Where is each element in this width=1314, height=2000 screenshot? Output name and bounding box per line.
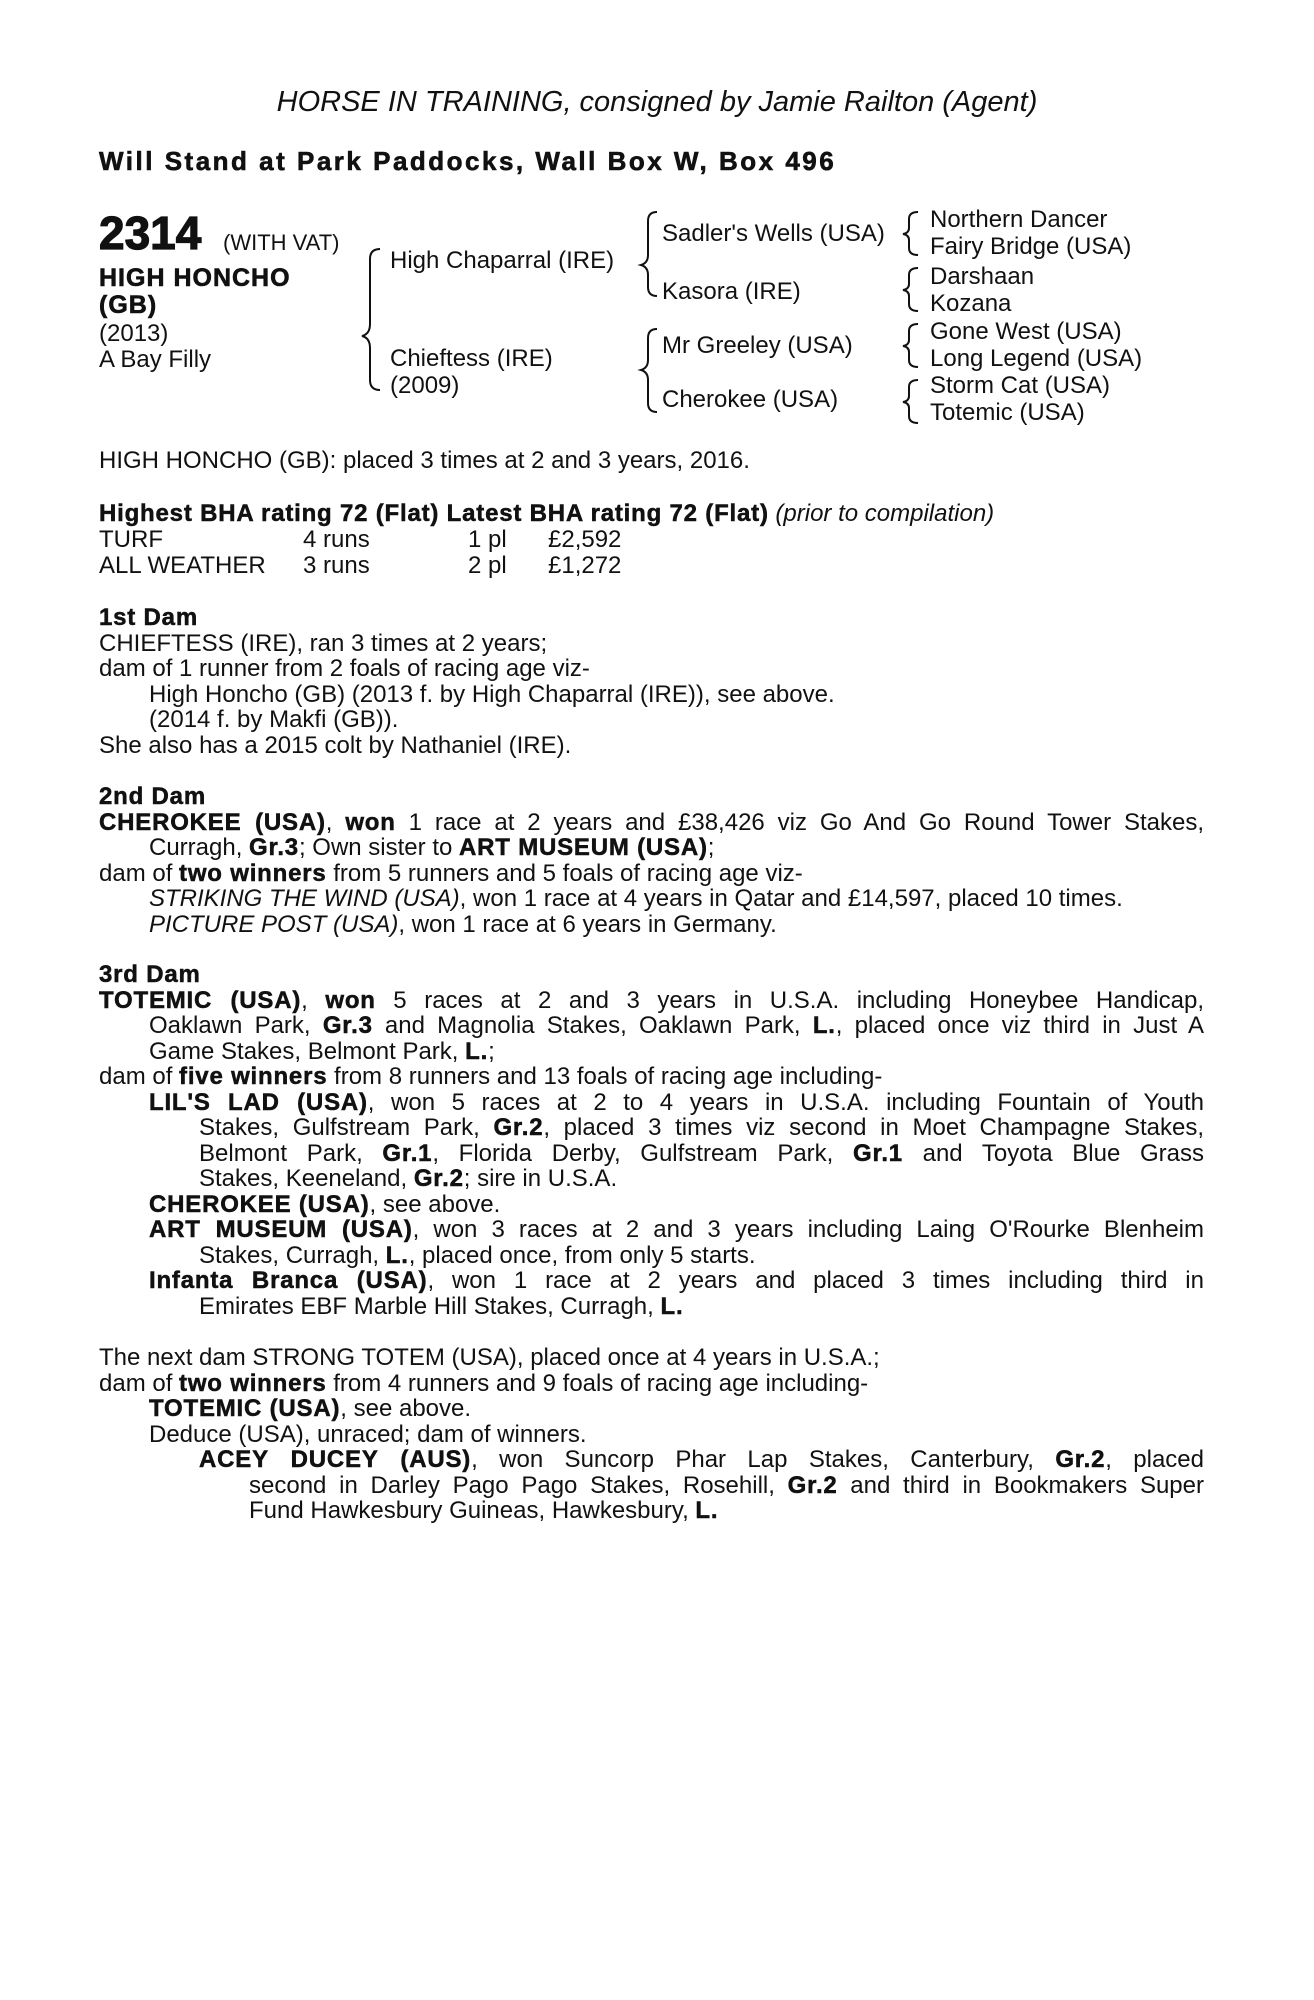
text-segment: , placed once viz third in Just A: [835, 1012, 1205, 1039]
lot-number: 2314: [99, 207, 202, 259]
text-segment: , placed: [1105, 1446, 1205, 1473]
progeny-name: PICTURE POST (USA): [149, 910, 399, 938]
bold-text: Gr.3: [322, 1012, 373, 1039]
text-segment: [249, 1473, 1204, 1499]
text-segment: [199, 1243, 1204, 1269]
gg-8: Totemic (USA): [930, 399, 1085, 426]
bold-text: L.: [812, 1012, 836, 1039]
sire-dam: Kasora (IRE): [662, 278, 801, 305]
horse-name: HIGH HONCHO: [99, 264, 291, 292]
text-segment: [149, 1192, 1204, 1218]
stat-runs: 4 runs: [303, 526, 370, 553]
text-segment: from 5 runners and 5 foals of racing age viz-: [326, 859, 803, 887]
first-dam-section: [99, 605, 1204, 758]
ratings-note: (prior to compilation): [775, 500, 995, 527]
dam1-progeny: High Honcho (GB) (2013 f. by High Chaparral (IRE)), see above.: [149, 680, 835, 708]
gg-7: Storm Cat (USA): [930, 372, 1111, 399]
bold-text: won: [325, 986, 376, 1014]
text-segment: , won 1 race at 4 years in Qatar and £14,597, placed 10 times.: [459, 885, 1123, 912]
text-segment: ;: [488, 1037, 495, 1065]
text-segment: , placed 3 times viz second in Moet Champagne Stakes,: [543, 1114, 1204, 1141]
dam1-line: She also has a 2015 colt by Nathaniel (IRE).: [99, 731, 572, 759]
sire: High Chaparral (IRE): [390, 247, 615, 274]
stat-surface: TURF: [99, 526, 163, 553]
text-segment: [149, 1217, 1204, 1243]
text-segment: Belmont Park,: [199, 1139, 383, 1167]
bold-text: TOTEMIC (USA): [99, 986, 302, 1014]
text-segment: dam of: [99, 859, 180, 887]
text-segment: , won 3 races at 2 and 3 years including Laing O'Rourke Blenheim: [412, 1216, 1204, 1243]
bold-text: won: [345, 808, 396, 836]
brace-main: [362, 249, 380, 390]
section-heading: 1st Dam: [99, 604, 198, 631]
bold-text: Gr.1: [382, 1139, 433, 1167]
bold-text: Gr.2: [1055, 1446, 1106, 1473]
bold-text: two winners: [179, 859, 327, 887]
text-segment: from 8 runners and 13 foals of racing age including-: [327, 1063, 883, 1090]
dam-year: (2009): [390, 372, 460, 399]
text-segment: ; Own sister to: [298, 834, 459, 861]
text-segment: , see above.: [369, 1190, 501, 1218]
next-dam-line: The next dam STRONG TOTEM (USA), placed once at 4 years in U.S.A.;: [99, 1344, 880, 1371]
text-segment: from 4 runners and 9 foals of racing age including-: [326, 1369, 869, 1397]
bold-text: ART MUSEUM (USA): [459, 834, 708, 861]
vat-note: (WITH VAT): [223, 230, 340, 255]
progeny-name: ART MUSEUM (USA): [149, 1216, 413, 1243]
text-segment: ,: [325, 808, 346, 836]
text-segment: and Toyota Blue Grass: [902, 1139, 1205, 1167]
dam-dam: Cherokee (USA): [662, 386, 839, 413]
second-dam-section: [99, 784, 1204, 937]
foaling-year: (2013): [99, 320, 169, 347]
text-segment: Oaklawn Park,: [149, 1012, 323, 1039]
progeny-name: LIL'S LAD (USA): [149, 1088, 368, 1116]
text-segment: , see above.: [340, 1395, 472, 1422]
text-segment: [99, 810, 1204, 836]
text-segment: , placed once, from only 5 starts.: [408, 1241, 756, 1269]
gg-6: Long Legend (USA): [930, 345, 1143, 372]
text-segment: [149, 835, 1204, 861]
text-segment: and third in Bookmakers Super: [837, 1471, 1204, 1499]
dam: Chieftess (IRE): [390, 345, 553, 372]
bold-text: CHEROKEE (USA): [99, 808, 326, 836]
summary-line: HIGH HONCHO (GB): placed 3 times at 2 and 3 years, 2016.: [99, 447, 750, 474]
text-segment: dam of: [99, 1369, 180, 1397]
text-segment: [149, 1013, 1204, 1039]
text-segment: , Florida Derby, Gulfstream Park,: [432, 1139, 854, 1167]
text-segment: Curragh,: [149, 834, 250, 861]
dam1-progeny: (2014 f. by Makfi (GB)).: [149, 706, 399, 733]
bold-text: L.: [385, 1241, 409, 1269]
brace-gg2: [903, 268, 918, 311]
stat-money: £1,272: [548, 552, 622, 579]
gg-3: Darshaan: [930, 263, 1035, 290]
gg-4: Kozana: [930, 290, 1012, 317]
progeny-name: TOTEMIC (USA): [149, 1395, 341, 1422]
text-segment: [199, 1141, 1204, 1167]
section-heading: 3rd Dam: [99, 961, 201, 988]
horse-country: (GB): [99, 291, 158, 319]
text-segment: [149, 1039, 1204, 1065]
ratings-line: [99, 501, 1204, 527]
section-heading: 2nd Dam: [99, 783, 206, 810]
stat-runs: 3 runs: [303, 552, 370, 579]
bold-text: Gr.1: [853, 1139, 903, 1167]
bold-text: L.: [465, 1037, 489, 1065]
bold-text: L.: [695, 1497, 719, 1524]
text-segment: Game Stakes, Belmont Park,: [149, 1037, 466, 1065]
progeny-name: CHEROKEE (USA): [149, 1190, 370, 1218]
text-segment: [249, 1498, 1204, 1524]
text-segment: Stakes, Curragh,: [199, 1241, 386, 1269]
text-segment: , won 1 race at 2 years and placed 3 times including third in: [427, 1267, 1204, 1294]
next-dam-section: [99, 1345, 1204, 1524]
text-segment: Emirates EBF Marble Hill Stakes, Curragh,: [199, 1292, 661, 1320]
text-segment: Fund Hawkesbury Guineas, Hawkesbury,: [249, 1497, 696, 1524]
gg-1: Northern Dancer: [930, 206, 1108, 233]
text-segment: dam of: [99, 1063, 180, 1090]
bold-text: two winners: [179, 1369, 327, 1397]
dam1-line: dam of 1 runner from 2 foals of racing age viz-: [99, 655, 590, 682]
third-dam-section: [99, 962, 1204, 1319]
race-summary: [99, 448, 1204, 474]
text-segment: , won 5 races at 2 to 4 years in U.S.A. including Fountain of Youth: [367, 1088, 1204, 1116]
brace-gg1: [903, 212, 918, 255]
progeny-line: Deduce (USA), unraced; dam of winners.: [149, 1420, 587, 1448]
stat-placed: 1 pl: [468, 526, 507, 553]
brace-dam: [641, 329, 657, 412]
text-segment: ;: [707, 834, 715, 861]
bold-text: Gr.2: [493, 1114, 544, 1141]
text-segment: 1 race at 2 years and £38,426 viz Go And Go Round Tower Stakes,: [395, 808, 1205, 836]
progeny-name: STRIKING THE WIND (USA): [149, 885, 460, 912]
text-segment: [99, 988, 1204, 1014]
text-segment: [199, 1166, 1204, 1192]
bold-text: Gr.3: [249, 834, 299, 861]
stat-money: £2,592: [548, 526, 622, 553]
brace-gg4: [903, 380, 918, 423]
page-header: HORSE IN TRAINING, consigned by Jamie Railton (Agent): [276, 86, 1038, 118]
text-segment: [99, 1371, 1204, 1397]
text-segment: [199, 1294, 1204, 1320]
text-segment: ; sire in U.S.A.: [463, 1165, 618, 1192]
text-segment: and Magnolia Stakes, Oaklawn Park,: [372, 1012, 813, 1039]
text-segment: Stakes, Keeneland,: [199, 1165, 414, 1192]
bold-text: Gr.2: [787, 1471, 838, 1499]
text-segment: [149, 1396, 1204, 1422]
dam1-line: CHIEFTESS (IRE), ran 3 times at 2 years;: [99, 629, 548, 657]
stable-location: Will Stand at Park Paddocks, Wall Box W, Box 496: [99, 146, 837, 176]
text-segment: , won 1 race at 6 years in Germany.: [398, 910, 777, 938]
text-segment: [149, 1090, 1204, 1116]
text-segment: [149, 886, 1204, 912]
text-segment: ,: [301, 986, 326, 1014]
gg-2: Fairy Bridge (USA): [930, 233, 1132, 260]
progeny-name: ACEY DUCEY (AUS): [199, 1446, 472, 1473]
pedigree-braces: [0, 0, 1314, 460]
horse-description: A Bay Filly: [99, 346, 212, 373]
text-segment: [149, 912, 1204, 938]
text-segment: [199, 1447, 1204, 1473]
text-segment: second in Darley Pago Pago Stakes, Rosehill,: [249, 1471, 788, 1499]
dam-sire: Mr Greeley (USA): [662, 332, 853, 359]
gg-5: Gone West (USA): [930, 318, 1122, 345]
stat-placed: 2 pl: [468, 552, 507, 579]
bold-text: L.: [660, 1292, 684, 1320]
text-segment: Stakes, Gulfstream Park,: [199, 1114, 494, 1141]
bold-text: five winners: [179, 1063, 328, 1090]
text-segment: [149, 1268, 1204, 1294]
sire-sire: Sadler's Wells (USA): [662, 220, 885, 247]
text-segment: 5 races at 2 and 3 years in U.S.A. including Honeybee Handicap,: [375, 986, 1204, 1014]
brace-sire: [641, 212, 657, 296]
bha-ratings: Highest BHA rating 72 (Flat) Latest BHA rating 72 (Flat): [99, 500, 769, 527]
text-segment: [99, 501, 1204, 527]
text-segment: [99, 1064, 1204, 1090]
brace-gg3: [903, 324, 918, 367]
stat-surface: ALL WEATHER: [99, 552, 266, 579]
progeny-name: Infanta Branca (USA): [149, 1267, 428, 1294]
bold-text: Gr.2: [413, 1165, 464, 1192]
text-segment: , won Suncorp Phar Lap Stakes, Canterbury,: [471, 1446, 1056, 1473]
text-segment: [99, 861, 1204, 887]
text-segment: [199, 1115, 1204, 1141]
